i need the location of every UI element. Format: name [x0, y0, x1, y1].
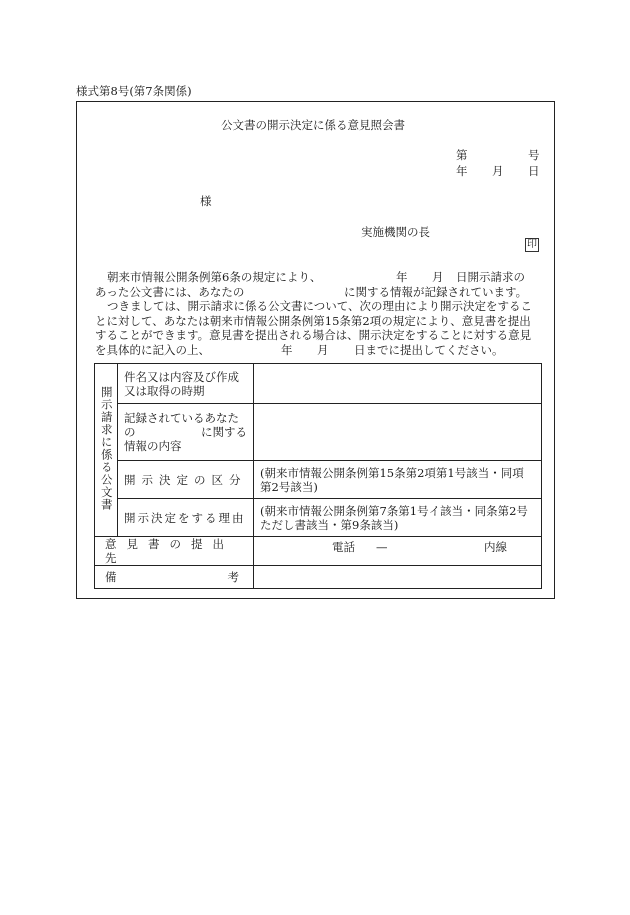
doc-number-dai: 第	[456, 148, 468, 162]
row6-value-cell[interactable]	[254, 566, 542, 589]
row6-label	[105, 570, 239, 584]
doc-number-gou: 号	[528, 148, 540, 162]
row4-value: (朝来市情報公開条例第7条第1号イ該当・同条第2号ただし書該当・第9条該当)	[260, 503, 528, 532]
form-label: 様式第8号(第7条関係)	[76, 84, 192, 98]
date-year: 年	[456, 164, 468, 178]
date-month: 月	[492, 164, 504, 178]
p1-line2-tail: に関する情報が記録されています。	[344, 284, 528, 299]
row5-dash: —	[376, 540, 388, 554]
row6-label-cell	[95, 566, 254, 589]
addressee-suffix: 様	[200, 194, 212, 208]
row5-label-cell	[95, 537, 254, 566]
row3-label-cell	[118, 461, 254, 499]
p1-line1-text: 朝来市情報公開条例第6条の規定により、	[107, 270, 322, 284]
date-day: 日	[528, 164, 540, 178]
p2-line4-month: 月	[317, 342, 329, 357]
row2-label-b: の	[124, 425, 136, 439]
document-title: 公文書の開示決定に係る意見照会書	[221, 118, 405, 132]
p2-line4-year: 年	[281, 342, 293, 357]
p1-line2-text: あった公文書には、あなたの	[95, 284, 245, 299]
table-row	[95, 364, 542, 404]
paragraph-2	[95, 300, 545, 358]
row6-label-a: 備	[105, 570, 117, 584]
row2-value-cell[interactable]	[254, 404, 542, 461]
p2-line4-text: を具体的に記入の上、	[95, 342, 210, 357]
p2-line3: することができます。意見書を提出される場合は、開示決定をすることに対する意見	[95, 328, 532, 342]
row2-label-d: 情報の内容	[124, 439, 182, 453]
paragraph-1	[95, 271, 545, 300]
row1-label-cell	[118, 364, 254, 404]
row1-value-cell[interactable]	[254, 364, 542, 404]
row4-value-cell	[254, 499, 542, 537]
p1-line1-day: 日開示請求の	[456, 270, 525, 284]
row5-phone: 電話	[332, 540, 355, 554]
row2-label-line2	[124, 425, 247, 439]
table-row	[95, 461, 542, 499]
row5-extension: 内線	[484, 540, 507, 554]
side-label-cell	[95, 364, 118, 537]
p2-line2: とに対して、あなたは朝来市情報公開条例第15条第2項の規定により、意見書を提出	[95, 313, 531, 328]
side-label: 開示請求に係る公文書	[99, 386, 114, 511]
row3-value-cell	[254, 461, 542, 499]
row3-label: 開示決定の区分	[124, 472, 247, 487]
row4-label-cell	[118, 499, 254, 537]
seal-mark: 印	[527, 239, 537, 250]
table-row	[95, 566, 542, 589]
table-row	[95, 499, 542, 537]
row2-label-a: 記録されているあなた	[124, 411, 239, 425]
p1-line1-month: 月	[432, 270, 444, 284]
row5-label: 意見書の提出先	[105, 537, 234, 565]
row6-label-b: 考	[227, 570, 239, 584]
row5-value-cell[interactable]	[254, 537, 542, 566]
p2-line4-tail: 日までに提出してください。	[354, 342, 504, 357]
p2-line1: つきましては、開示請求に係る公文書について、次の理由により開示決定をするこ	[107, 299, 533, 313]
p1-line1-year: 年	[396, 270, 408, 284]
table-row	[95, 404, 542, 461]
row2-label-cell	[118, 404, 254, 461]
sender-title: 実施機関の長	[361, 225, 430, 239]
table-row	[95, 537, 542, 566]
row4-label: 開示決定をする理由	[124, 510, 246, 525]
row1-label: 件名又は内容及び作成又は取得の時期	[124, 369, 239, 398]
row2-label-c: に関する	[201, 425, 247, 439]
disclosure-table	[94, 363, 542, 589]
row3-value: (朝来市情報公開条例第15条第2項第1号該当・同項第2号該当)	[260, 465, 524, 494]
